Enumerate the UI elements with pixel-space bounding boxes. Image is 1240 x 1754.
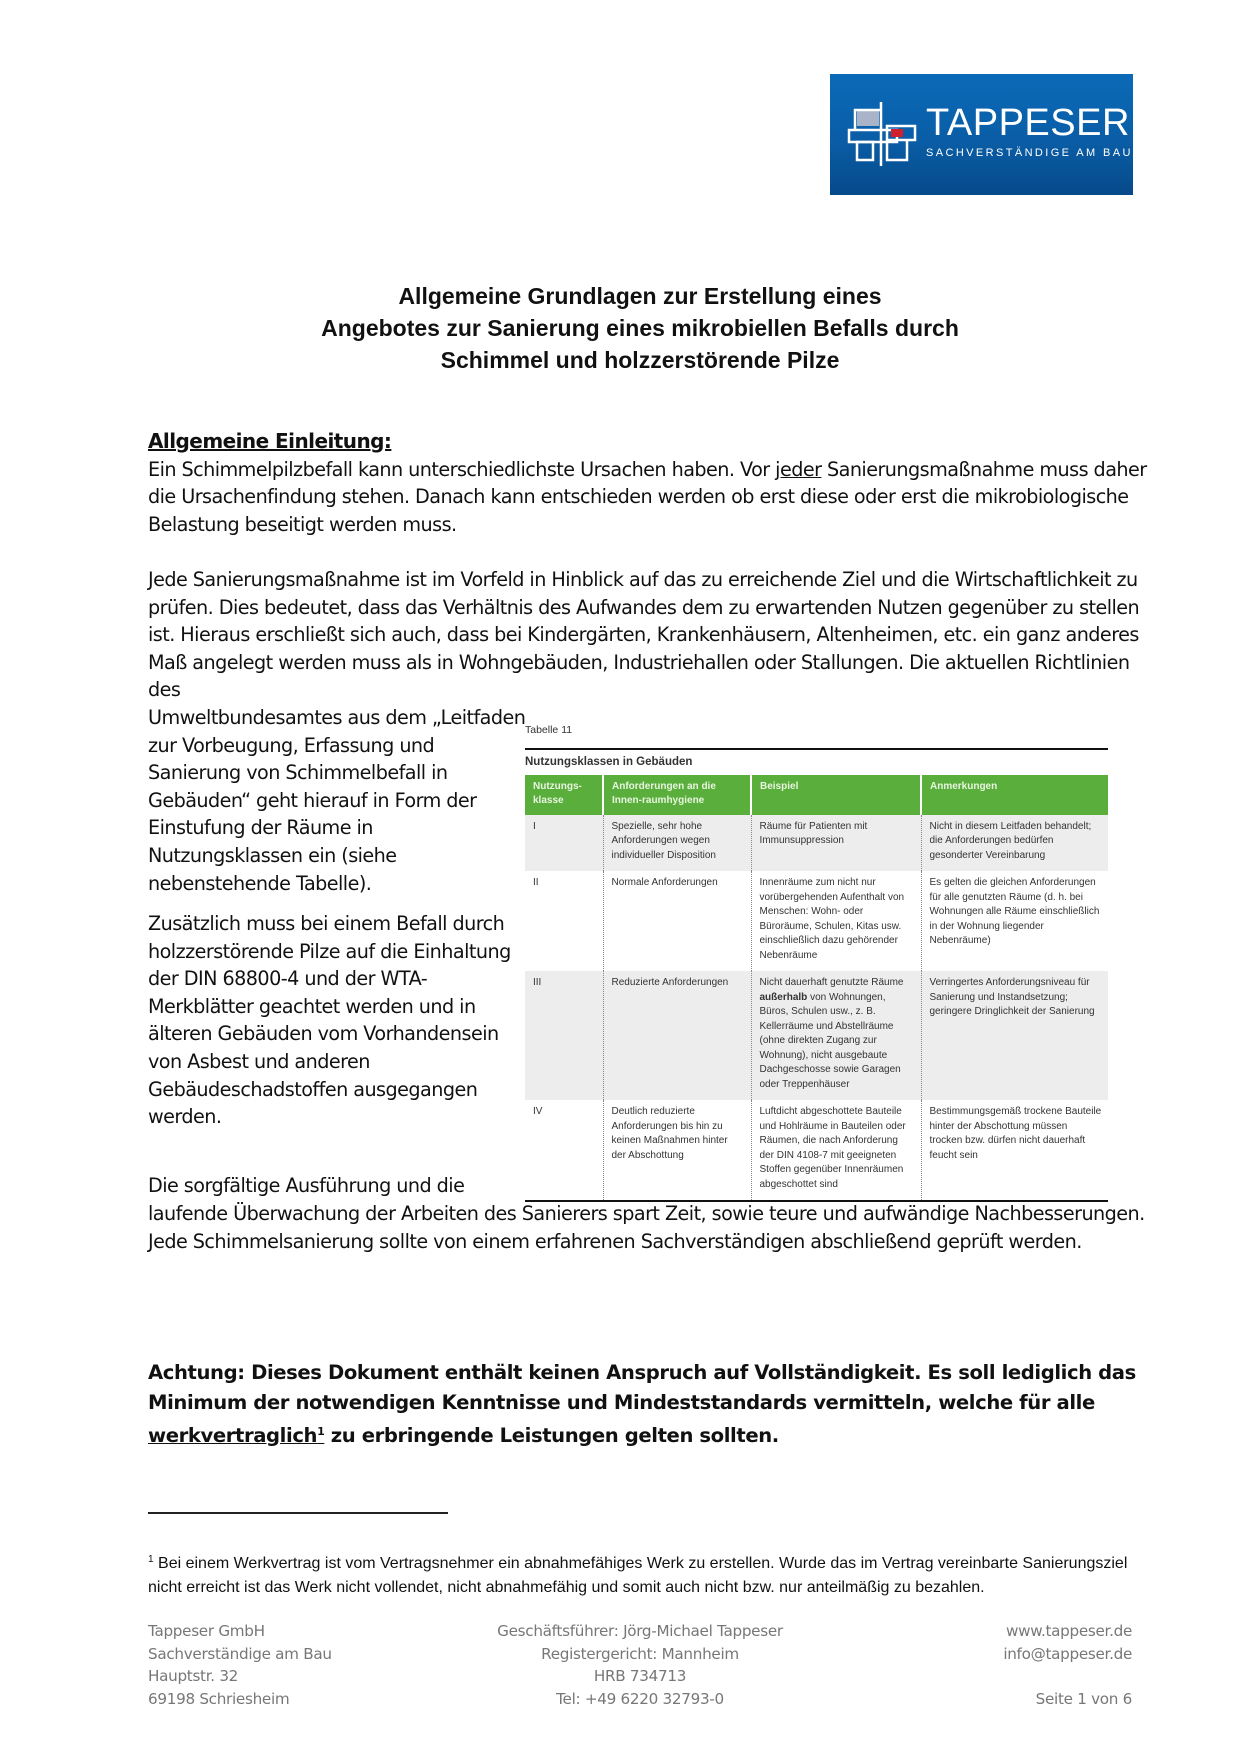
cell-klasse: III [525, 971, 603, 1100]
footnote [148, 1548, 1148, 1599]
usage-class-table [525, 724, 1108, 1202]
logo-brand: TAPPESER [926, 102, 1130, 144]
table-row [525, 971, 1108, 1100]
title-line: Allgemeine Grundlagen zur Erstellung eines [398, 283, 882, 309]
table [525, 775, 1108, 1201]
column-header: Anforderungen an die Innen-raumhygiene [603, 775, 751, 815]
link-word[interactable]: werkvertraglich [148, 1424, 318, 1448]
footnote-ref[interactable]: 1 [317, 1425, 325, 1439]
footer-line [880, 1665, 1132, 1688]
cell-klasse: II [533, 877, 539, 888]
footnote-number: 1 [148, 1554, 154, 1565]
footer-line: Tappeser GmbH [148, 1622, 265, 1640]
cell-anmerkung: Bestimmungsgemäß trockene Bauteile hinter der Abschottung müssen trocken bzw. dürfen nicht dauerhaft feucht sein [921, 1100, 1108, 1200]
table-row [525, 1100, 1108, 1200]
table-top-rule [525, 748, 1108, 750]
footnote-text: Bei einem Werkvertrag ist vom Vertragsnehmer ein abnahmefähiges Werk zu erstellen. Wurde das im Vertrag vereinbarte Sanierungsziel nicht erreicht ist das Werk nicht vollendet, nicht abnahmefähig und somit auch nicht bzw. nur anteilmäßig zu bezahlen. [148, 1555, 1128, 1596]
column-header: Anmerkungen [921, 775, 1108, 815]
attention-text: Achtung: Dieses Dokument enthält keinen Anspruch auf Vollständigkeit. Es soll lediglich das Minimum der notwendigen Kenntnisse und Mindeststandards vermitteln, welche für alle [148, 1361, 1136, 1414]
table-row [525, 871, 1108, 971]
website-link[interactable]: www.tappeser.de [1005, 1622, 1132, 1640]
cell-anforderung: Reduzierte Anforderungen [603, 971, 751, 1100]
email-link[interactable]: info@tappeser.de [1003, 1644, 1132, 1663]
logo-tagline: SACHVERSTÄNDIGE AM BAU [926, 147, 1133, 159]
intro-paragraph [148, 456, 1148, 539]
cell-beispiel: Innenräume zum nicht nur vorübergehenden Aufenthalt von Menschen: Wohn- oder Büroräume, Schulen, Kitas usw. einschließlich dazu gehörender Nebenräume [751, 871, 921, 971]
cell-anforderung: Deutlich reduzierte Anforderungen bis hin zu keinen Maßnahmen hinter der Abschottung [603, 1100, 751, 1200]
cell-beispiel: Räume für Patienten mit Immunsuppression [751, 815, 921, 872]
footnote-link[interactable] [148, 1424, 324, 1447]
intro-text: Ein Schimmelpilzbefall kann unterschiedlichste Ursachen haben. Vor [148, 457, 776, 481]
cell-text: von Wohnungen, Büros, Schulen usw., z. B. Kellerräume und Abstellräume (ohne direkten Zugang zur Wohnung), nicht ausgebaute Dachgeschosse sowie Garagen oder Treppenhäuser [759, 991, 901, 1090]
emphasis-word: jeder [775, 457, 822, 481]
cell-anmerkung: Nicht in diesem Leitfaden behandelt; die Anforderungen bedürfen gesonderter Vereinbarung [921, 815, 1108, 872]
cell-klasse: I [525, 815, 603, 872]
table-number: Tabelle 11 [525, 724, 573, 736]
footer-line: HRB 734713 [593, 1667, 687, 1686]
footer-line: Hauptstr. 32 [148, 1667, 239, 1686]
attention-notice [148, 1358, 1148, 1451]
company-logo [830, 74, 1133, 195]
cell-anmerkung: Verringertes Anforderungsniveau für Sanierung und Instandsetzung; geringere Dringlichkeit der Sanierung [921, 971, 1108, 1100]
cell-anmerkung: Es gelten die gleichen Anforderungen für alle genutzten Räume (d. h. bei Wohnungen alle Räume einschließlich in der Wohnung liegender Nebenräume) [921, 871, 1108, 971]
table-bottom-rule [525, 1200, 1108, 1202]
footer-line: Geschäftsführer: Jörg-Michael Tappeser [497, 1622, 783, 1640]
cell-beispiel: Luftdicht abgeschottete Bauteile und Hohlräume in Bauteilen oder Räumen, die nach Anforderung der DIN 4108-7 mit geeigneten Stoffen gegenüber Innenräumen abgeschottet sind [751, 1100, 921, 1200]
footer-address [148, 1620, 448, 1710]
footnote-separator [148, 1512, 448, 1514]
paragraph-supervision: laufende Überwachung der Arbeiten des Sanierers spart Zeit, sowie teure und aufwändige Nachbesserungen. Jede Schimmelsanierung sollte von einem erfahrenen Sachverständigen abschließend geprüft werden. [148, 1202, 1145, 1253]
paragraph-uba-guideline: Umweltbundesamtes aus dem „Leitfaden zur Vorbeugung, Erfassung und Sanierung von Schimmelbefall in Gebäuden“ geht hierauf in Form der Einstufung der Räume in Nutzungsklassen ein (siehe nebenstehende Tabelle). [148, 706, 526, 895]
footer-line: Registergericht: Mannheim [541, 1644, 739, 1663]
footer-line: 69198 Schriesheim [148, 1689, 290, 1708]
footer-contact [880, 1620, 1132, 1710]
cell-klasse: IV [533, 1106, 543, 1117]
paragraph-economics: Jede Sanierungsmaßnahme ist im Vorfeld in Hinblick auf das zu erreichende Ziel und die Wirtschaftlichkeit zu prüfen. Dies bedeutet, dass das Verhältnis des Aufwandes dem zu erwartenden Nutzen gegenüber zu stellen ist. Hieraus erschließt sich auch, dass bei Kindergärten, Krankenhäusern, Altenheimen, etc. ein ganz anderes Maß angelegt werden muss als in Wohngebäuden, Industriehallen oder Stallungen. Die aktuellen Richtlinien des [148, 568, 1140, 702]
building-icon [847, 100, 919, 168]
paragraph-supervision-start: Die sorgfältige Ausführung und die [148, 1174, 465, 1197]
cell-anforderung: Normale Anforderungen [603, 871, 751, 971]
intro-text: Sanierungsmaßnahme muss daher die Ursachenfindung stehen. Danach kann entschieden werden ob erst diese oder erst die mikrobiologische Belastung beseitigt werden muss. [148, 457, 1147, 536]
footer-line: Tel: +49 6220 32793-0 [556, 1689, 724, 1708]
column-header: Beispiel [751, 775, 921, 815]
table-row [525, 815, 1108, 872]
title-line: Schimmel und holzzerstörende Pilze [440, 347, 840, 373]
cell-bold-text: außerhalb [759, 991, 808, 1003]
cell-text: Nicht dauerhaft genutzte Räume [759, 977, 904, 988]
attention-text: zu erbringende Leistungen gelten sollten. [324, 1424, 779, 1448]
footer-registry [470, 1620, 810, 1710]
column-header: Nutzungs-klasse [525, 775, 603, 815]
intro-section [148, 428, 1148, 538]
cell-anforderung: Spezielle, sehr hohe Anforderungen wegen individueller Disposition [603, 815, 751, 872]
cell-beispiel [751, 971, 921, 1100]
page-number: Seite 1 von 6 [1035, 1689, 1132, 1708]
paragraph-wood-fungi: Zusätzlich muss bei einem Befall durch holzzerstörende Pilze auf die Einhaltung der DIN 68800-4 und der WTA-Merkblätter geachtet werden und in älteren Gebäuden vom Vorhandensein von Asbest und anderen Gebäudeschadstoffen ausgegangen werden. [148, 912, 511, 1129]
table-caption: Nutzungsklassen in Gebäuden [525, 755, 693, 768]
section-heading: Allgemeine Einleitung: [148, 429, 392, 453]
footer-line: Sachverständige am Bau [148, 1644, 332, 1663]
document-title [140, 280, 1140, 376]
title-line: Angebotes zur Sanierung eines mikrobiellen Befalls durch [321, 315, 959, 341]
table-header-row [525, 775, 1108, 815]
